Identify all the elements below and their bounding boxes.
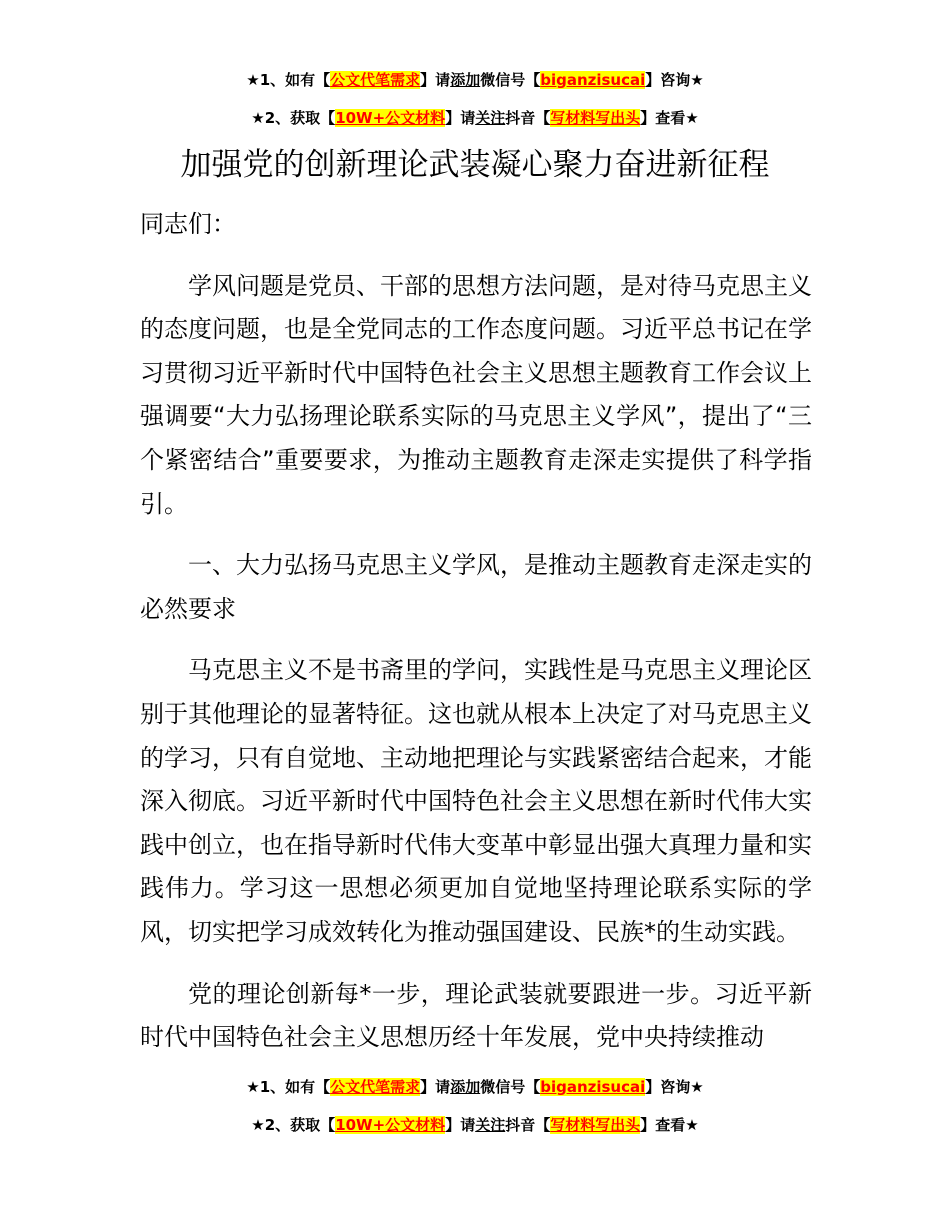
promo-banner-top-2: ★2、获取【10W+公文材料】请关注抖音【写材料写出头】查看★ <box>251 109 699 127</box>
paragraph: 党的理论创新每*一步，理论武装就要跟进一步。习近平新时代中国特色社会主义思想历经十年发展，党中央持续推动 <box>140 979 812 1052</box>
promo-banner-bottom-2: ★2、获取【10W+公文材料】请关注抖音【写材料写出头】查看★ <box>251 1116 699 1134</box>
highlight-service: 公文代笔需求 <box>330 1078 421 1096</box>
document-body <box>140 203 812 1060</box>
salutation: 同志们： <box>140 210 236 238</box>
douyin-id: 写材料写出头 <box>550 1116 641 1134</box>
highlight-materials: 10W+公文材料 <box>335 109 446 127</box>
promo-banner-top-1: ★1、如有【公文代笔需求】请添加微信号【biganzisucai】咨询★ <box>246 71 704 89</box>
section-heading: 一、大力弘扬马克思主义学风，是推动主题教育走深走实的必然要求 <box>140 551 812 623</box>
promo-banner-bottom-1: ★1、如有【公文代笔需求】请添加微信号【biganzisucai】咨询★ <box>246 1078 704 1096</box>
document-title: 加强党的创新理论武装凝心聚力奋进新征程 <box>180 147 770 183</box>
paragraph: 学风问题是党员、干部的思想方法问题，是对待马克思主义的态度问题，也是全党同志的工作态度问题。习近平总书记在学习贯彻习近平新时代中国特色社会主义思想主题教育工作会议上强调要“大力弘扬理论联系实际的马克思主义学风”，提出了“三个紧密结合”重要要求，为推动主题教育走深走实提供了科学指引。 <box>140 271 812 518</box>
paragraph: 马克思主义不是书斋里的学问，实践性是马克思主义理论区别于其他理论的显著特征。这也就从根本上决定了对马克思主义的学习，只有自觉地、主动地把理论与实践紧密结合起来，才能深入彻底。习近平新时代中国特色社会主义思想在新时代伟大实践中创立，也在指导新时代伟大变革中彰显出强大真理力量和实践伟力。学习这一思想必须更加自觉地坚持理论联系实际的学风，切实把学习成效转化为推动强国建设、民族*的生动实践。 <box>140 656 812 946</box>
wechat-id: biganzisucai <box>540 1078 646 1096</box>
wechat-id: biganzisucai <box>540 71 646 89</box>
douyin-id: 写材料写出头 <box>550 109 641 127</box>
highlight-service: 公文代笔需求 <box>330 71 421 89</box>
highlight-materials: 10W+公文材料 <box>335 1116 446 1134</box>
